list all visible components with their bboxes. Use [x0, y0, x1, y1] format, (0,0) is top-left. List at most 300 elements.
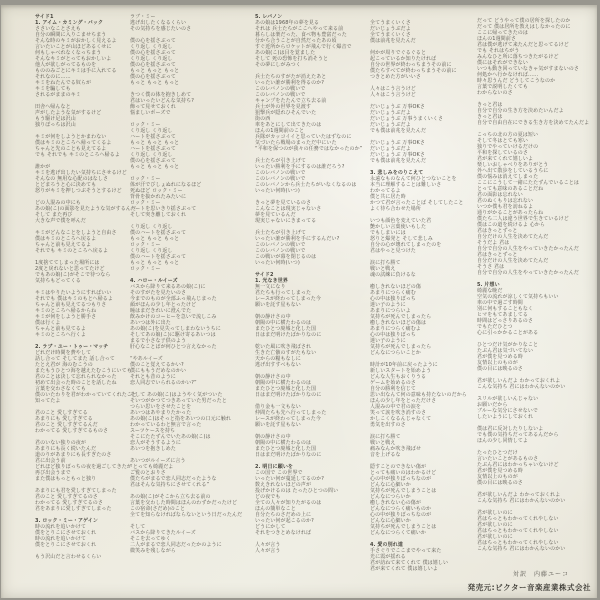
- lyric-line: ハートを揺さぶって: [130, 134, 176, 140]
- lyric-line: キャンプをたたんで立ち去る前: [255, 98, 327, 104]
- lyric-line: そんなの 無用な心配のはなしさ: [35, 176, 109, 182]
- lyric-line: くり返し くり返し: [130, 152, 173, 158]
- lyric-line: 君が訪ねて来てくれて 僕は嬉しい: [370, 560, 449, 566]
- lyric-line: 僕たちすべてが終わっちまうその前に: [370, 68, 457, 74]
- lyric-line: 借り金も一文もない: [255, 404, 301, 410]
- lyric-line: 迷い子のように: [370, 302, 406, 308]
- song-title: 2. ラブ・ユー・トゥー・マッチ: [35, 344, 109, 350]
- lyric-line: 言いたいことがあるものさ: [477, 456, 539, 462]
- lyric-line: 君が欲しいのに: [477, 510, 513, 516]
- lyric-line: あの娘は1968年の夢を見る: [255, 20, 320, 26]
- lyric-line: だいじょうぶ 万事OKさ: [370, 152, 426, 158]
- lyric-line: ハートを揺さぶって: [130, 146, 176, 152]
- lyric-line: わかってる 愛しすぎてるのさ: [35, 500, 103, 506]
- lyric-line: 全てを知らなければならないという日だったんだ: [130, 512, 243, 518]
- lyric-line: それでも キミのところへ戻るよ: [35, 248, 109, 254]
- lyric-line: このレバノンの戦いで: [255, 92, 306, 98]
- lyric-line: もっと もっと もっと: [130, 80, 180, 86]
- lyric-line: スリルが欲しいんじゃない: [477, 396, 539, 402]
- lyric-line: だいじょうぶだよ: [370, 26, 411, 32]
- lyric-line: いったい何時(いつ): [255, 188, 300, 194]
- lyrics-column-3: [255, 14, 373, 554]
- lyric-line: 僕の心を揺さぶって: [130, 62, 176, 68]
- lyric-line: この国で この世界で: [255, 470, 303, 476]
- lyric-line: 涙に打ち勝て: [370, 434, 401, 440]
- lyric-line: キミを騙しても: [35, 86, 71, 92]
- lyric-line: どれほど独りぼっちの夜を過ごしてきたか: [35, 464, 132, 470]
- lyric-line: 起こっているか知りたければ: [370, 56, 437, 62]
- song-title: 1. アイム・カミング・バック: [35, 20, 104, 26]
- lyric-line: 自分で自由自在にできる生き方を決めてたんだよ: [477, 120, 590, 126]
- lyric-line: くり返し くり返し: [130, 248, 173, 254]
- lyric-line: わかっているわと無言で言った: [130, 422, 202, 428]
- lyric-line: きつく僕の体を抱きしめて: [130, 92, 192, 98]
- lyric-line: “やあルイーズ: [130, 356, 163, 362]
- lyric-line: もっと もっと もっと: [130, 236, 180, 242]
- lyric-line: そこを去ってゆく: [130, 536, 171, 542]
- lyric-line: 兵士たちのすがたが消えたあと: [255, 74, 327, 80]
- lyric-line: とっても意味のあることだね: [477, 186, 544, 192]
- lyric-line: 君が来てくれて嬉しいよ: [477, 156, 534, 162]
- lyric-line: あまりにも 愛しすぎてる: [35, 416, 93, 422]
- lyric-line: でもあの娘(こ)がそこで待つなら: [35, 272, 111, 278]
- lyric-line: でも それはちがう: [477, 48, 520, 54]
- lyric-line: 誰かが: [35, 164, 51, 170]
- lyric-line: 君は僕が逃げて来たんだと思ってるけど: [477, 42, 569, 48]
- publisher-credit: 発売元:ビクター音楽産業株式会社: [467, 583, 591, 592]
- lyric-line: 全てうまくいくさ: [370, 32, 411, 38]
- lyric-line: この戦いが幕を閉じるのは: [255, 254, 317, 260]
- lyric-line: 友情以上のものが: [477, 360, 518, 366]
- lyric-line: もっと もっと もっと: [130, 260, 180, 266]
- lyric-line: いったい勝利を手にするのは誰だろう?: [255, 164, 345, 170]
- lyric-line: そして: [130, 524, 146, 530]
- lyric-line: 初めて出会った時のことを話したね: [35, 380, 117, 386]
- lyric-line: 知ってたよ: [35, 398, 61, 404]
- lyric-line: 朝陽の中に横たわるのは: [255, 380, 312, 386]
- lyric-line: 隠すことのできない傷が: [370, 464, 427, 470]
- lyric-line: 狙撃兵が隠れひそんでいた: [255, 110, 317, 116]
- lyric-line: 独りでやっていけるだけの: [477, 144, 539, 150]
- lyric-line: くり返し くり返し: [130, 128, 173, 134]
- lyric-line: 僕たち二人は違う世界で生きているけど: [477, 216, 569, 222]
- lyric-line: 逃げ出したくなるくらい: [130, 20, 187, 26]
- lyric-line: 気持ちが死んでしまうことは: [370, 524, 437, 530]
- lyric-line: 人々はこう言うけど: [370, 86, 416, 92]
- lyric-line: 自分の勝利を信じて: [370, 386, 416, 392]
- lyric-line: ちゃんと前も見えてるよ: [35, 242, 92, 248]
- lyric-line: 兵士たちが引き上げて: [255, 230, 307, 236]
- lyric-line: ラブ・ミー: [130, 14, 156, 20]
- lyric-line: 僕は前兆を見たんだ: [370, 38, 416, 44]
- lyric-line: そして突き離しておくれ: [130, 212, 187, 218]
- lyric-line: 永遠なものなんて何ひとつないことを: [370, 176, 457, 182]
- lyric-line: 顔がほんの少し年とったけど: [130, 302, 197, 308]
- lyric-line: キミをねたんでる奴らが: [35, 80, 92, 86]
- lyric-line: 君はちっともわかってくれやしない: [477, 540, 559, 546]
- lyric-line: 無一文になり: [255, 284, 286, 290]
- lyric-line: 外へ出て散歩をしているうちに: [477, 168, 549, 174]
- lyric-line: ちゃんと前も見てるよ: [35, 326, 87, 332]
- lyric-line: かつて君が言ったことば そしてしたこと: [370, 200, 464, 206]
- lyric-line: 仲間たちも先へ行ってしまった: [255, 410, 327, 416]
- lyric-line: ひとつだけ気がかりなこと: [477, 342, 539, 348]
- lyric-line: どんなにつらく痛いものか: [370, 506, 432, 512]
- lyric-line: このレバノンの戦いで: [255, 86, 306, 92]
- lyric-sheet-paper: [1, 5, 597, 598]
- lyric-line: いったい何時(いつ): [255, 260, 300, 266]
- lyric-line: 時々思うんだ どうしてこうなのか: [477, 78, 556, 84]
- lyric-line: あまりにつらく痛む: [370, 290, 416, 296]
- lyric-line: 何処かへ行かなければ……: [477, 72, 539, 78]
- lyric-line: このレバノンの戦いで: [255, 170, 306, 176]
- lyric-line: 怒りと爆発と そして悲しみ: [370, 236, 433, 242]
- lyric-line: 怒りがキミを押しつぶそうとするけど: [35, 188, 122, 194]
- lyric-line: 死ぬほど ロック・ミー: [130, 188, 183, 194]
- lyric-line: 朝陽の中に横たわるのは: [255, 440, 312, 446]
- lyric-line: ほんの1週間前のこと: [255, 128, 305, 134]
- lyric-line: わかってるよ: [370, 188, 401, 194]
- lyric-line: 時間はどっさりあるのさ: [477, 318, 534, 324]
- lyric-line: だいじょうぶだよ: [370, 146, 411, 152]
- lyric-line: 平和を探しているのさ: [477, 150, 529, 156]
- lyric-line: こんなことは現実じゃないさ: [255, 206, 322, 212]
- lyric-line: ロック・ミー: [130, 242, 161, 248]
- lyric-line: “とっても綺麗だよ: [130, 464, 174, 470]
- lyric-line: ほんの簡単なこと: [255, 506, 296, 512]
- lyric-line: 心の中は独りぼっち: [370, 296, 416, 302]
- lyric-line: こんな気持ち 君にはわかんないのかい: [477, 546, 566, 552]
- lyric-line: ここにこうして一緒にたたずんでいることは: [477, 180, 580, 186]
- lyric-line: わかってる 愛しすぎてるものさ: [35, 428, 109, 434]
- lyric-line: バスから降りて来るあの娘(こ)に: [130, 284, 206, 290]
- lyric-line: 笑って涙を吹き消すのさ: [370, 410, 427, 416]
- lyric-line: 僕のいたわりを君がわかっていてくれたこと: [35, 392, 138, 398]
- lyric-line: 君のこと 愛しすぎてるんだ: [35, 422, 98, 428]
- lyric-line: 君のことは決して忘れられなかった: [35, 374, 117, 380]
- lyric-line: 人々が言う: [255, 548, 281, 554]
- lyric-line: ほんの少し同情してよ: [477, 438, 529, 444]
- lyric-line: 僕のハートを揺さぶって: [130, 254, 187, 260]
- lyric-line: でもただひとつ: [477, 324, 513, 330]
- lyric-line: あの娘(こ)の面影を見たような気がするんだ: [35, 206, 137, 212]
- translation-credit: 対訳 内藤ユーコ: [512, 571, 569, 578]
- lyric-line: 僕の悩みは消えてしまった: [477, 174, 539, 180]
- lyric-line: 恋人同志でいられるのかい?”: [130, 380, 197, 386]
- lyric-line: あまりにも君を愛しすぎてしまった: [35, 488, 117, 494]
- lyric-line: 時の流れを追いかけて: [35, 524, 87, 530]
- lyric-line: 言葉を交わした時間はほんのわずかだったけど: [130, 500, 238, 506]
- lyric-line: どんなに心細いか: [370, 482, 411, 488]
- lyric-line: ロック・ミー: [130, 200, 161, 206]
- lyric-line: あいつは外に出た: [130, 320, 171, 326]
- lyric-line: もののみごとにキミは手に入れてる: [35, 68, 117, 74]
- lyric-line: 自分の心が壊れてしまったのを: [370, 242, 442, 248]
- lyric-line: それは 兵士たちがここへやって来る前: [255, 26, 344, 32]
- lyric-line: 自分の瞬間に入りこませちまう: [35, 32, 107, 38]
- lyric-line: でも それでも キミのところへ帰るよ: [35, 152, 120, 158]
- lyric-line: 楽しいおしゃべりをありがとう: [477, 162, 549, 168]
- lyric-line: 1度捨ててしまった場所には: [35, 260, 100, 266]
- lyric-line: 恋人がそうするように: [130, 440, 182, 446]
- lyric-line: 兵隊がカッコイイと思っていたはずなのに: [255, 134, 352, 140]
- lyric-line: 逃げ出すすべもない: [255, 362, 301, 368]
- lyric-line: たとえ君が 海のむこうの: [35, 362, 93, 368]
- lyric-line: バスから降りてきたルイーズ: [130, 530, 196, 536]
- lyric-line: レースが終わってしまった今: [255, 296, 322, 302]
- lyric-line: とどまろうと心に決めても: [35, 182, 97, 188]
- lyric-line: 心の中が独りぼっちなのが: [370, 476, 432, 482]
- lyric-line: 車の中で過ごす時間: [477, 300, 523, 306]
- lyric-line: たぶん君は気づいてない: [477, 348, 534, 354]
- lyric-line: 兵士が外の世界を見渡す: [255, 104, 312, 110]
- lyric-line: 大きな声で僕を呼んだ: [35, 218, 87, 224]
- lyric-line: 気持ちが死んでしまったら: [370, 314, 432, 320]
- lyric-line: 君はいったいどんな気持ち?: [130, 98, 194, 104]
- lyric-line: 君たちも行ってしまった: [255, 290, 312, 296]
- lyric-line: どれだけ時間を費やして: [35, 350, 92, 356]
- lyric-line: つきとめた方がいいさ: [370, 74, 422, 80]
- lyric-line: 戦いと戦え: [370, 440, 396, 446]
- lyric-line: 街の西: [255, 116, 271, 122]
- lyric-line: キミがどんなことをしようと自由さ: [35, 230, 117, 236]
- lyric-line: 自分で自分の人生をやっていきたかったんだ: [477, 246, 580, 252]
- lyric-line: 今までのものが全部ふっ飛んじまった: [130, 296, 217, 302]
- lyric-line: 君のこと 愛しすぎてる: [35, 410, 88, 416]
- lyric-line: キミのところへ行くよ: [35, 332, 87, 338]
- lyric-line: 言いたいことが山ほどあるくせに: [35, 44, 112, 50]
- lyric-line: 自分だけの人生を決めてたんだ: [477, 234, 549, 240]
- lyric-line: そして冬はとても寒い: [477, 138, 529, 144]
- lyric-line: とっても痛いのはわかるけど: [370, 470, 437, 476]
- lyric-line: こっちの北の方の夏は短い: [477, 132, 539, 138]
- lyric-line: 心に引っかかることがある: [477, 330, 539, 336]
- lyric-line: いったい何が蔓延してるのか?: [255, 476, 325, 482]
- song-title: サイド1: [35, 14, 54, 20]
- lyric-line: このレバノンの戦いで: [255, 176, 306, 182]
- lyric-line: よく待ち合わせた場所: [370, 206, 422, 212]
- lyric-line: 君が来てくれて 僕は嬉しいよ: [370, 566, 438, 572]
- lyric-line: そんなキミがとってもおかしいよ: [35, 56, 112, 62]
- lyric-line: 君のぬくもりは忘れない: [477, 198, 534, 204]
- lyric-line: あまりにつらいよ: [370, 308, 411, 314]
- lyric-line: されるがままのキミ: [35, 92, 81, 98]
- lyric-line: そんな時のキミがおかしく見えるよ: [35, 38, 117, 44]
- lyric-line: 僕にももうだめなのかい: [130, 368, 187, 374]
- lyric-line: 言葉で説明したくても: [477, 84, 529, 90]
- lyric-line: 話し合って そしてまた 話し合って: [35, 356, 115, 362]
- lyric-line: どんなにつらいことか: [370, 350, 421, 356]
- lyric-line: くり返し くり返し: [130, 56, 173, 62]
- lyric-line: 僕の目には映るのさ: [477, 366, 523, 372]
- lyric-line: 悩ましいポーズで: [130, 110, 171, 116]
- lyric-line: 投げかけるのは たったひとつの問い: [255, 488, 339, 494]
- lyric-line: またひとつ廃墟と化した国: [255, 386, 317, 392]
- lyric-line: 自分で自分の人生をやっていきたかったんだ: [477, 270, 580, 276]
- lyric-line: 君のいない独りの夜が: [35, 440, 87, 446]
- lyric-line: もっと もっと もっと: [130, 140, 180, 146]
- lyric-line: だいじょうぶ 万事OKさ: [370, 140, 426, 146]
- lyric-line: くり返し くり返し: [130, 44, 173, 50]
- lyric-line: 飲みかけのコーヒーを急いで流しこみ: [130, 314, 217, 320]
- lyric-line: 兵士たちが引き上げて: [255, 158, 307, 164]
- lyric-line: それとも昔のように: [130, 374, 176, 380]
- lyric-line: 君の面影は忘れない: [477, 192, 523, 198]
- lyric-line: 僕は行くよ: [35, 320, 61, 326]
- lyric-line: すぐ近所からロケットが飛んで行く爆音で: [255, 44, 352, 50]
- lyric-line: ゲームを始めるのさ: [370, 380, 416, 386]
- lyric-line: きっと君は: [477, 114, 503, 120]
- lyric-line: あの娘(こ)はそっと指をあいつの口元に触れ: [130, 416, 232, 422]
- lyric-line: かしこくなるんじゃなくて: [370, 416, 432, 422]
- lyric-line: いったい誰が勝利を得るのか?: [255, 80, 325, 86]
- lyric-line: 微笑みを残しながら: [130, 548, 176, 554]
- lyric-line: あの娘(こ)がそこから立ち去る前の: [130, 494, 211, 500]
- lyric-line: 迷い子のように: [370, 338, 406, 344]
- song-title: 4. 愛の別れ道: [370, 542, 403, 548]
- lyric-line: そしてあの娘(こ)に駆け寄るあいつは: [130, 332, 216, 338]
- lyric-line: そうだよ 君は: [477, 240, 510, 246]
- song-title: 5. 片想い: [477, 282, 500, 288]
- lyric-line: 願いを託す星もない: [255, 422, 301, 428]
- lyric-line: どの人混みの中にも: [35, 200, 81, 206]
- lyric-line: 体が汗でびしょぬれになるほど: [130, 182, 202, 188]
- lyric-line: 自分で自分の生き方を決めたいんだよ: [477, 108, 564, 114]
- lyric-line: そして あの娘(こ)はようやく気がついた: [130, 392, 223, 398]
- lyric-line: 戦いと戦え: [370, 266, 396, 272]
- song-title: 5. レバノン: [255, 14, 283, 20]
- lyric-line: 天からの糧もなしに: [255, 356, 301, 362]
- lyric-line: 人混みの中で君の涙を: [370, 404, 422, 410]
- lyric-line: そして 死の恐怖を打ち消そうと: [255, 56, 329, 62]
- lyric-line: もう沢山だと言わせるくらい: [35, 554, 102, 560]
- lyric-line: まるで小さな子供のよう: [130, 338, 187, 344]
- lyric-line: 自分たちのさだめの上に: [255, 512, 312, 518]
- lyric-line: 君のこと 愛しすぎてるのさ: [35, 494, 98, 500]
- lyric-line: 背骨を抜かれたみたいに: [130, 194, 187, 200]
- lyric-line: みんなひと所に落ちつきたがるけど: [477, 54, 559, 60]
- lyric-line: そいつがかつてつきあっていた男だったと: [130, 398, 227, 404]
- lyric-line: キミを逃げ出したい気持ちにさせるけど: [35, 170, 127, 176]
- lyric-line: どんなに心細いか: [370, 518, 411, 524]
- lyric-line: こんな気持ち 君にはわかんないのかい: [477, 498, 566, 504]
- lyric-line: 自分だけの人生を決めてたんだ: [477, 258, 549, 264]
- lyric-line: でも僕は前兆を見たんだ: [370, 128, 427, 134]
- lyric-line: つらい思いをさせたことを: [130, 404, 192, 410]
- lyric-line: どの夜でも: [255, 494, 281, 500]
- lyric-line: きっと夢を見ているのさ: [255, 200, 312, 206]
- lyric-line: あの娘(こ)を見失ってしまわないうちに: [130, 326, 221, 332]
- lyric-line: 通りがかることがあったらね: [477, 210, 544, 216]
- lyric-line: もう駆け足は沢山: [35, 116, 76, 122]
- lyric-line: 分かち合うことが自然だったあの頃: [255, 38, 337, 44]
- lyric-line: だって 僕は居所を教えはしなかったのに: [477, 24, 571, 30]
- lyric-line: 再び出会うまで: [35, 470, 71, 476]
- lyric-line: わからないのさ: [477, 90, 513, 96]
- lyric-line: だいじょうぶだよ: [370, 110, 411, 116]
- lyric-line: キミのところへ帰るからね: [35, 308, 97, 314]
- lyric-line: 生きた亡骸のすがたもない: [255, 350, 317, 356]
- lyric-line: ささいなことさえも: [35, 26, 81, 32]
- lyric-line: このレバノンから兵士たちがいなくなるのは: [255, 182, 357, 188]
- song-title: サイド2: [255, 272, 274, 278]
- song-title: 3. ロック・ミー・アゲイン: [35, 518, 98, 524]
- song-title: 4. ハロー・ルイーズ: [130, 278, 178, 284]
- lyric-line: 人々はこう言うけど: [370, 92, 416, 98]
- lyric-line: 君に出会う前: [35, 458, 66, 464]
- lyric-line: ちゃんと前も見えてるつもりさ: [35, 302, 107, 308]
- lyric-line: もっと もっと もっと: [130, 164, 180, 170]
- lyric-line: キミはやりたいようにすればいい: [35, 290, 112, 296]
- lyric-line: 暮らしは楽だった、食べ物も豊富だった: [255, 32, 347, 38]
- lyric-line: 瞳はまだきれいに澄んでた: [130, 308, 192, 314]
- lyric-line: ほんの1週間前さ: [477, 36, 516, 42]
- lyric-line: 涙に打ち勝て: [370, 260, 401, 266]
- lyric-line: 君が欲しいのに: [477, 522, 513, 528]
- lyric-line: もっと もっと もっと: [130, 68, 180, 74]
- lyric-line: 現実じゃないにきまってる: [255, 218, 317, 224]
- lyric-line: 僕たちがまるで恋人同志だったような: [130, 476, 217, 482]
- lyric-line: 新しいスタートを始めよう: [370, 368, 432, 374]
- lyric-line: どんなにつらくて痛いか: [370, 530, 427, 536]
- lyric-line: 綺麗な晩だ: [477, 288, 503, 294]
- lyric-line: 自分の世界が終わっちまうその前に: [370, 62, 452, 68]
- lyric-line: キミが何をしようとかまわない: [35, 134, 107, 140]
- lyric-line: またもうひとつ海を越えたむこうにいても: [35, 368, 132, 374]
- lyric-line: 僕の目には映るのさ: [477, 480, 523, 486]
- lyric-line: 別に何もすることもなく: [477, 306, 534, 312]
- lyric-line: そのすがたを見たいのさ: [130, 290, 187, 296]
- lyric-line: 田舎へ帰んなと: [35, 104, 71, 110]
- lyric-line: 君はそんな気持ちにさせてくれる”: [130, 482, 210, 488]
- lyric-line: 朝の静けさの中: [255, 374, 291, 380]
- lyric-line: いつも動き回っていなきゃ気がすまないのさ: [477, 66, 580, 72]
- lyric-line: 君をあまりに愛しすぎてしまった: [35, 506, 112, 512]
- lyric-line: 何かが周りでぐるぐると: [370, 50, 427, 56]
- song-title: 1. 光なき世界: [255, 278, 288, 284]
- lyric-line: ここに帰ってきたのは: [477, 30, 529, 36]
- lyric-line: 僕の心を揺さぶって: [130, 50, 176, 56]
- lyric-line: たったひとつだけ: [477, 450, 518, 456]
- lyric-line: 癒しきれないほどの傷: [370, 284, 422, 290]
- lyric-line: 僕をとりこにさせておくれ: [35, 530, 97, 536]
- lyric-line: 僕にはそれができない: [477, 60, 529, 66]
- lyric-line: 僕をとりこにさせておくれ: [35, 542, 97, 548]
- lyric-line: どうにかして: [255, 524, 286, 530]
- lyric-line: 痛みなんか吹き飛ばせ: [370, 446, 422, 452]
- lyric-line: それをつきとめなければ: [255, 530, 312, 536]
- lyric-line: 空気の流れが涼しくて気持ちもいい: [477, 294, 559, 300]
- lyric-line: 手さぐりでここまでやって来た: [370, 548, 442, 554]
- lyric-line: このレバノンの戦いで: [255, 248, 306, 254]
- lyric-line: “平和を保つのが我々の任務ではなかったのか”: [255, 146, 363, 152]
- lyric-line: 僕の心を揺さぶって: [130, 74, 176, 80]
- lyric-line: 独りぼっちは沢山: [35, 122, 76, 128]
- lyric-line: 僕のハートを揺さぶって: [130, 230, 187, 236]
- lyric-line: 気持ちが死んでしまったら: [370, 344, 432, 350]
- lyric-line: ヒマをもてあましてる: [477, 312, 529, 318]
- lyric-line: 数えきれないほどの声が: [255, 482, 312, 488]
- lyric-line: 君はきっとずっと: [477, 228, 518, 234]
- lyric-line: 朝の静けさの中: [255, 434, 291, 440]
- lyric-line: 心の中が独りぼっちなのが: [370, 512, 432, 518]
- lyric-line: 君はちっともわかってくれやしない: [477, 528, 559, 534]
- lyric-line: ブルーな気分にさせないで: [477, 408, 539, 414]
- lyric-line: 友情以上のものが: [477, 474, 518, 480]
- lyric-line: そして また再び: [35, 212, 73, 218]
- lyric-line: 君が欲しいんだよ わかっておくれよ: [477, 378, 561, 384]
- lyric-line: 全ての人々が知りたがるのは: [255, 500, 322, 506]
